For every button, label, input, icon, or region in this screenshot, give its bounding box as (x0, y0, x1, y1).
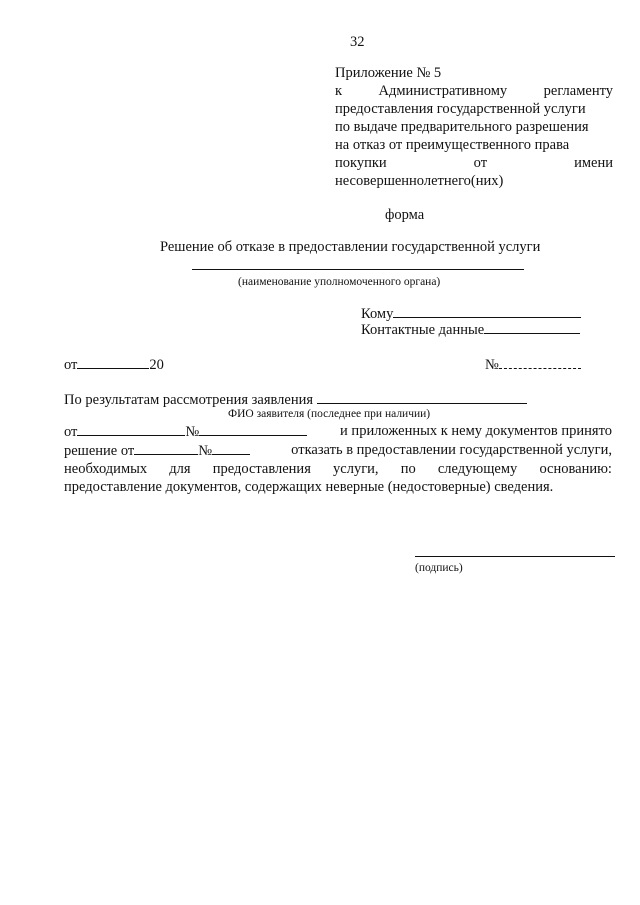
appendix-line-5 (335, 154, 613, 172)
contact-row (361, 320, 580, 339)
number-row (485, 355, 581, 374)
body-intro: По результатам рассмотрения заявления (64, 392, 314, 408)
appendix-line-6: несовершеннолетнего(них) (335, 173, 504, 189)
contact-label: Контактные данные (361, 322, 485, 338)
signature-caption: (подпись) (415, 562, 463, 574)
body-word: предоставления (212, 461, 311, 477)
appendix-title: Приложение № 5 (335, 65, 442, 81)
appendix-word: имени (574, 155, 613, 171)
appendix-word: покупки (335, 155, 387, 171)
form-label: форма (385, 207, 425, 223)
recipient-label: Кому (361, 306, 394, 322)
decision-date-field[interactable] (134, 441, 198, 455)
signature-line[interactable] (415, 556, 615, 557)
fio-caption: ФИО заявителя (последнее при наличии) (228, 408, 431, 420)
body-word: необходимых (64, 461, 148, 477)
date-from-label: от (64, 357, 78, 373)
appendix-word: Административному (378, 83, 508, 99)
body-refuse: отказать в предоставлении государственной услуги, (291, 442, 612, 458)
body-line-4: предоставление документов, содержащих неверные (недостоверные) сведения. (64, 479, 554, 495)
document-title: Решение об отказе в предоставлении государственной услуги (160, 239, 541, 255)
appendix-line-3: по выдаче предварительного разрешения (335, 119, 589, 135)
applicant-name-field[interactable] (317, 390, 527, 404)
decision-number-field[interactable] (212, 441, 250, 455)
appendix-word: от (473, 155, 488, 171)
body-paragraph (64, 422, 612, 496)
body-number-field[interactable] (199, 422, 307, 436)
recipient-field[interactable] (393, 304, 581, 318)
authority-name-line (192, 269, 524, 270)
body-attached: и приложенных к нему документов принято (340, 423, 612, 439)
body-segment: решение от № (64, 441, 250, 460)
contact-field[interactable] (484, 320, 580, 334)
body-word: услуги, (333, 461, 379, 477)
number-sign: № (485, 357, 499, 373)
body-line-1 (64, 422, 612, 441)
body-word: для (169, 461, 191, 477)
appendix-line-4: на отказ от преимущественного права (335, 137, 570, 153)
appendix-word: регламенту (543, 83, 613, 99)
body-word: следующему (437, 461, 518, 477)
date-year-label: 20 (149, 357, 164, 373)
appendix-line-1 (335, 82, 613, 100)
date-row (64, 355, 164, 374)
body-word: основанию: (539, 461, 612, 477)
body-line-3 (64, 460, 612, 478)
appendix-line-2: предоставления государственной услуги (335, 101, 586, 117)
number-field[interactable] (499, 355, 581, 369)
body-word: по (400, 461, 416, 477)
page-number: 32 (350, 34, 365, 50)
body-from-field[interactable] (77, 422, 185, 436)
authority-caption: (наименование уполномоченного органа) (238, 276, 441, 288)
appendix-word: к (335, 83, 343, 99)
date-day-field[interactable] (77, 355, 149, 369)
appendix-block (335, 64, 613, 190)
body-segment: от № (64, 422, 307, 441)
body-line-2 (64, 441, 612, 460)
